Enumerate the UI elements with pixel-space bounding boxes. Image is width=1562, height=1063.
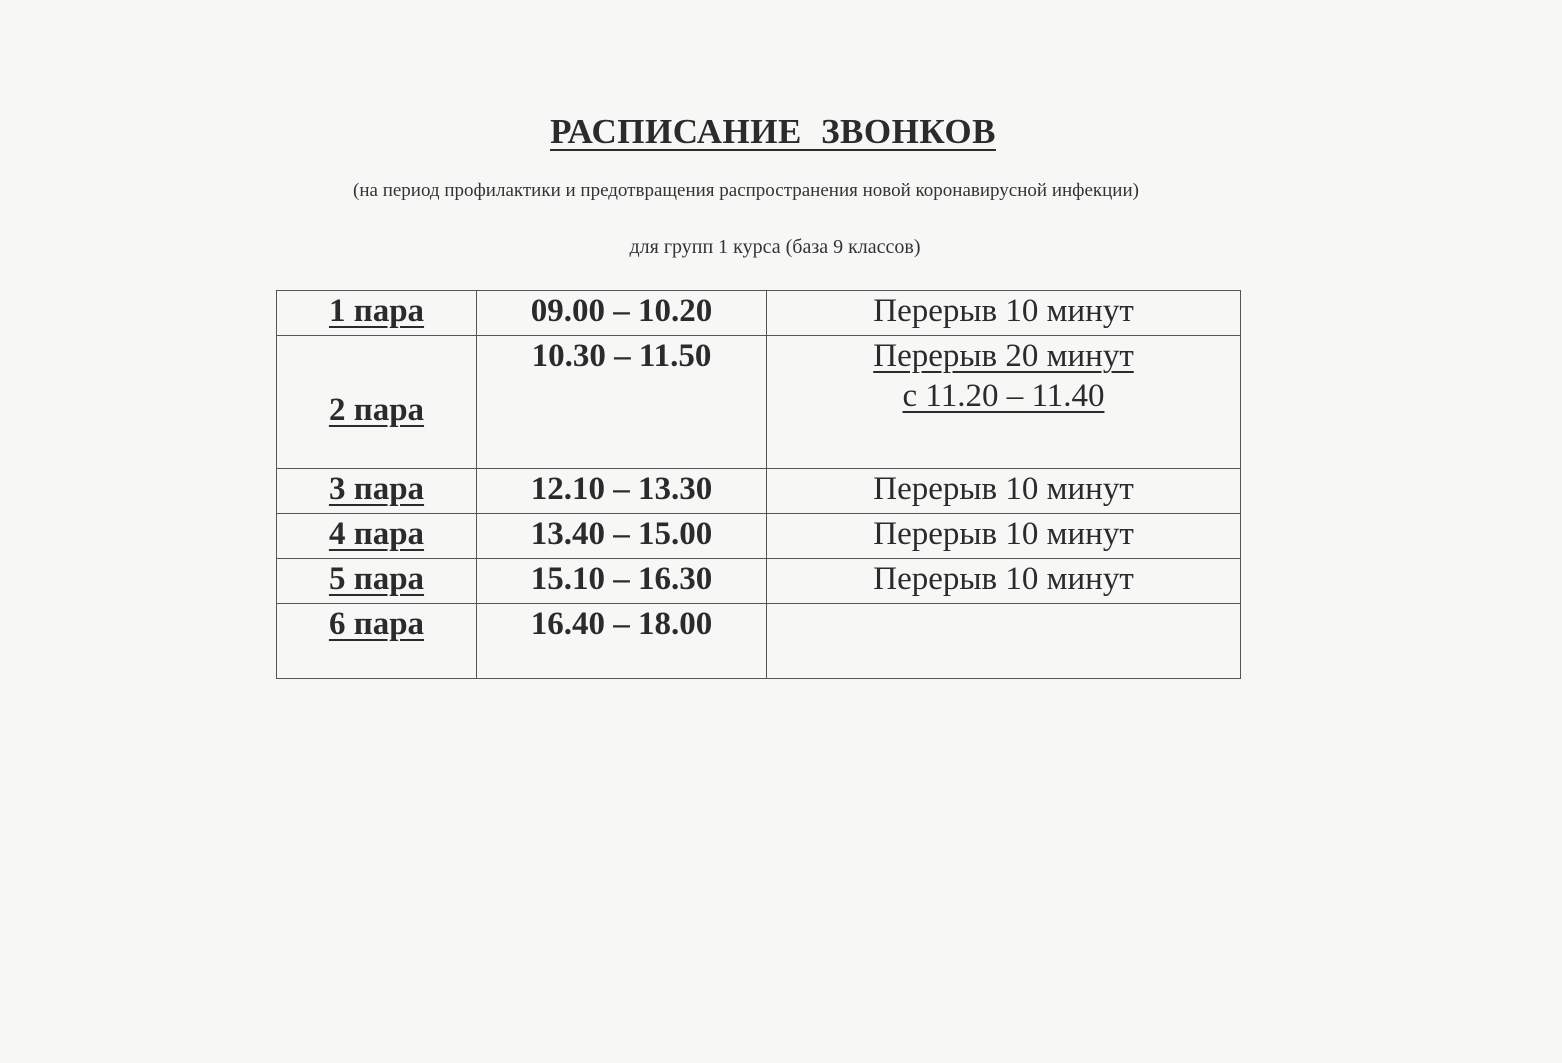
table-row (277, 514, 1241, 559)
break-text: Перерыв 10 минут (873, 516, 1134, 552)
break-cell (767, 514, 1241, 559)
pair-cell (277, 559, 477, 604)
break-text: Перерыв 10 минут (873, 561, 1134, 597)
time-cell (477, 336, 767, 469)
break-cell (767, 604, 1241, 679)
table-row (277, 336, 1241, 469)
pair-cell (277, 291, 477, 336)
pair-label: 2 пара (328, 392, 425, 428)
time-range: 12.10 – 13.30 (530, 471, 713, 507)
subtitle: (на период профилактики и предотвращения распространения новой коронавирусной инфекции) (353, 180, 1139, 201)
time-cell (477, 559, 767, 604)
break-cell (767, 336, 1241, 469)
table-row (277, 604, 1241, 679)
pair-label: 1 пара (328, 293, 425, 329)
table-row (277, 291, 1241, 336)
bell-schedule-table (276, 290, 1241, 679)
break-detail: с 11.20 – 11.40 (902, 378, 1105, 414)
break-cell (767, 559, 1241, 604)
break-text: Перерыв 10 минут (873, 471, 1134, 507)
time-range: 10.30 – 11.50 (531, 338, 712, 374)
time-cell (477, 469, 767, 514)
time-cell (477, 604, 767, 679)
table-row (277, 559, 1241, 604)
break-cell (767, 469, 1241, 514)
time-range: 16.40 – 18.00 (530, 606, 713, 642)
time-cell (477, 291, 767, 336)
table-row (277, 469, 1241, 514)
pair-cell (277, 336, 477, 469)
pair-label: 3 пара (328, 471, 425, 507)
pair-label: 5 пара (328, 561, 425, 597)
time-range: 13.40 – 15.00 (530, 516, 713, 552)
pair-cell (277, 469, 477, 514)
break-text: Перерыв 20 минут (873, 338, 1134, 374)
pair-cell (277, 514, 477, 559)
pair-cell (277, 604, 477, 679)
page-title: РАСПИСАНИЕ ЗВОНКОВ (550, 112, 996, 151)
pair-label: 4 пара (328, 516, 425, 552)
time-range: 09.00 – 10.20 (530, 293, 713, 329)
time-range: 15.10 – 16.30 (530, 561, 713, 597)
break-text: Перерыв 10 минут (873, 293, 1134, 329)
break-cell (767, 291, 1241, 336)
group-line: для групп 1 курса (база 9 классов) (629, 236, 921, 258)
time-cell (477, 514, 767, 559)
pair-label: 6 пара (328, 606, 425, 642)
